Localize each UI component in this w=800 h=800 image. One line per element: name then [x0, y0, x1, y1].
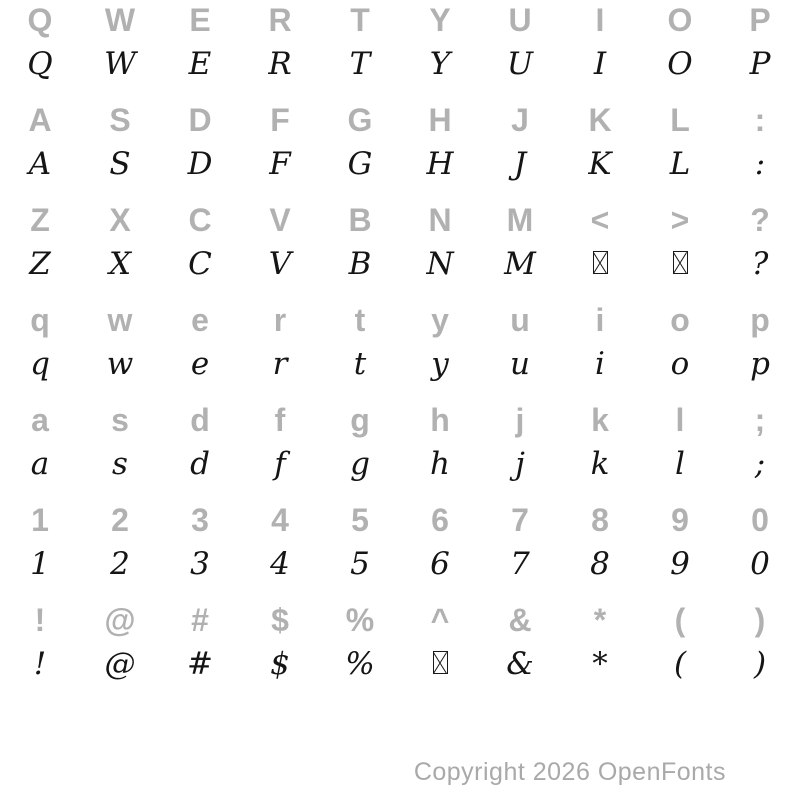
glyph-reference: 9 [671, 502, 689, 538]
glyph-reference: O [667, 2, 693, 38]
glyph-row-reference-0 [0, 0, 800, 44]
glyph-reference: Y [429, 2, 451, 38]
glyph-reference: $ [271, 602, 289, 638]
glyph-reference: d [190, 402, 210, 438]
glyph-reference: E [189, 2, 211, 38]
glyph-script: ( [673, 646, 687, 682]
glyph-reference: % [345, 602, 375, 638]
glyph-script: e [190, 346, 210, 382]
glyph-reference: u [510, 302, 530, 338]
glyph-reference: e [191, 302, 209, 338]
glyph-reference: q [30, 302, 50, 338]
glyph-script: K [588, 146, 612, 182]
glyph-script: k [590, 446, 610, 482]
glyph-row-script-5 [0, 244, 800, 300]
glyph-reference: 0 [751, 502, 769, 538]
glyph-reference: I [595, 2, 605, 38]
glyph-reference: 2 [111, 502, 129, 538]
glyph-reference: S [109, 102, 131, 138]
glyph-script: Q [27, 46, 53, 82]
glyph-script: h [430, 446, 450, 482]
glyph-row-reference-2 [0, 100, 800, 144]
glyph-script: @ [104, 646, 136, 682]
glyph-script: * [592, 646, 608, 682]
glyph-script: N [426, 246, 454, 282]
glyph-row-script-7 [0, 344, 800, 400]
glyph-reference: C [188, 202, 212, 238]
glyph-reference: g [350, 402, 370, 438]
glyph-reference: & [508, 602, 532, 638]
glyph-script: u [510, 346, 530, 382]
glyph-reference: 5 [351, 502, 369, 538]
glyph-script: t [353, 346, 367, 382]
glyph-reference: W [104, 2, 136, 38]
glyph-reference: ( [674, 602, 686, 638]
glyph-reference: r [273, 302, 287, 338]
glyph-reference: y [431, 302, 449, 338]
glyph-reference: P [749, 2, 771, 38]
glyph-script: X [108, 246, 132, 282]
notdef-icon [433, 651, 448, 674]
notdef-icon [593, 251, 608, 274]
glyph-script: F [269, 146, 291, 182]
glyph-reference: 7 [511, 502, 529, 538]
glyph-script: Z [29, 246, 51, 282]
glyph-row-reference-12 [0, 600, 800, 644]
glyph-row-script-1 [0, 44, 800, 100]
glyph-row-reference-6 [0, 300, 800, 344]
glyph-row-reference-4 [0, 200, 800, 244]
glyph-reference: 3 [191, 502, 209, 538]
glyph-reference: K [588, 102, 612, 138]
glyph-reference: o [670, 302, 690, 338]
glyph-row-script-11 [0, 544, 800, 600]
glyph-reference: T [350, 2, 370, 38]
glyph-reference: ^ [430, 602, 450, 638]
glyph-script: B [348, 246, 372, 282]
missing-glyph-box [640, 244, 720, 300]
glyph-script: # [187, 646, 213, 682]
glyph-script: C [188, 246, 212, 282]
glyph-reference: # [191, 602, 209, 638]
glyph-reference: D [188, 102, 212, 138]
glyph-reference: U [508, 2, 532, 38]
glyph-script: 6 [430, 546, 450, 582]
glyph-reference: f [274, 402, 286, 438]
glyph-row-script-13 [0, 644, 800, 700]
glyph-script: w [106, 346, 134, 382]
glyph-script: 5 [350, 546, 370, 582]
glyph-reference: < [590, 202, 610, 238]
glyph-script: I [593, 46, 607, 82]
glyph-script: ) [753, 646, 767, 682]
glyph-script: 8 [590, 546, 610, 582]
glyph-reference: : [754, 102, 766, 138]
glyph-script: Y [429, 46, 451, 82]
glyph-script: ? [751, 246, 769, 282]
glyph-script: 9 [670, 546, 690, 582]
glyph-script: s [112, 446, 128, 482]
notdef-icon [673, 251, 688, 274]
glyph-script: 1 [30, 546, 50, 582]
glyph-script: q [30, 346, 50, 382]
glyph-script: i [595, 346, 605, 382]
glyph-reference: p [750, 302, 770, 338]
glyph-reference: j [515, 402, 525, 438]
glyph-script: V [268, 246, 292, 282]
glyph-script: R [268, 46, 292, 82]
glyph-script: L [669, 146, 691, 182]
glyph-script: H [426, 146, 454, 182]
glyph-reference: ) [754, 602, 766, 638]
glyph-script: y [431, 346, 449, 382]
glyph-reference: s [111, 402, 129, 438]
glyph-reference: H [428, 102, 452, 138]
glyph-row-reference-10 [0, 500, 800, 544]
glyph-script: W [104, 46, 136, 82]
glyph-script: S [109, 146, 131, 182]
glyph-reference: F [270, 102, 290, 138]
glyph-reference: Z [30, 202, 50, 238]
missing-glyph-box [560, 244, 640, 300]
glyph-script: 3 [190, 546, 210, 582]
glyph-reference: l [675, 402, 685, 438]
glyph-reference: J [511, 102, 529, 138]
glyph-reference: N [428, 202, 452, 238]
glyph-row-reference-8 [0, 400, 800, 444]
glyph-reference: 6 [431, 502, 449, 538]
glyph-script: l [675, 446, 685, 482]
glyph-script: % [345, 646, 375, 682]
glyph-script: 7 [510, 546, 530, 582]
glyph-script: D [187, 146, 213, 182]
glyph-reference: G [347, 102, 373, 138]
glyph-script: ! [33, 646, 47, 682]
glyph-script: r [272, 346, 288, 382]
glyph-script: g [350, 446, 370, 482]
glyph-reference: ; [754, 402, 766, 438]
glyph-reference: 4 [271, 502, 289, 538]
glyph-script: 2 [110, 546, 130, 582]
glyph-reference: X [109, 202, 131, 238]
glyph-script: P [749, 46, 771, 82]
glyph-script: M [504, 246, 536, 282]
glyph-script: o [670, 346, 690, 382]
glyph-reference: 1 [31, 502, 49, 538]
glyph-reference: L [670, 102, 690, 138]
glyph-script: j [515, 446, 525, 482]
glyph-row-script-9 [0, 444, 800, 500]
glyph-script: : [754, 146, 766, 182]
glyph-reference: i [595, 302, 605, 338]
glyph-reference: > [670, 202, 690, 238]
glyph-reference: @ [104, 602, 136, 638]
glyph-reference: R [268, 2, 292, 38]
glyph-script: ; [754, 446, 766, 482]
copyright-text: Copyright 2026 OpenFonts [413, 758, 726, 786]
glyph-reference: a [31, 402, 49, 438]
glyph-script: & [506, 646, 534, 682]
glyph-row-script-3 [0, 144, 800, 200]
glyph-script: d [190, 446, 210, 482]
glyph-reference: h [430, 402, 450, 438]
glyph-script: 0 [750, 546, 770, 582]
glyph-script: A [28, 146, 52, 182]
glyph-reference: A [28, 102, 52, 138]
glyph-reference: 8 [591, 502, 609, 538]
glyph-reference: B [348, 202, 372, 238]
glyph-reference: M [506, 202, 534, 238]
glyph-script: p [750, 346, 770, 382]
glyph-reference: k [591, 402, 609, 438]
glyph-reference: Q [27, 2, 53, 38]
glyph-script: U [506, 46, 534, 82]
glyph-script: 4 [270, 546, 290, 582]
glyph-script: G [347, 146, 373, 182]
glyph-script: f [274, 446, 286, 482]
glyph-script: E [188, 46, 212, 82]
glyph-script: $ [270, 646, 290, 682]
missing-glyph-box [400, 644, 480, 700]
glyph-reference: w [107, 302, 133, 338]
glyph-reference: ! [34, 602, 46, 638]
glyph-script: O [667, 46, 693, 82]
glyph-reference: V [269, 202, 291, 238]
glyph-reference: t [354, 302, 366, 338]
glyph-reference: ? [750, 202, 770, 238]
glyph-script: T [349, 46, 371, 82]
glyph-script: a [30, 446, 50, 482]
glyph-reference: * [593, 602, 607, 638]
glyph-script: J [513, 146, 527, 182]
